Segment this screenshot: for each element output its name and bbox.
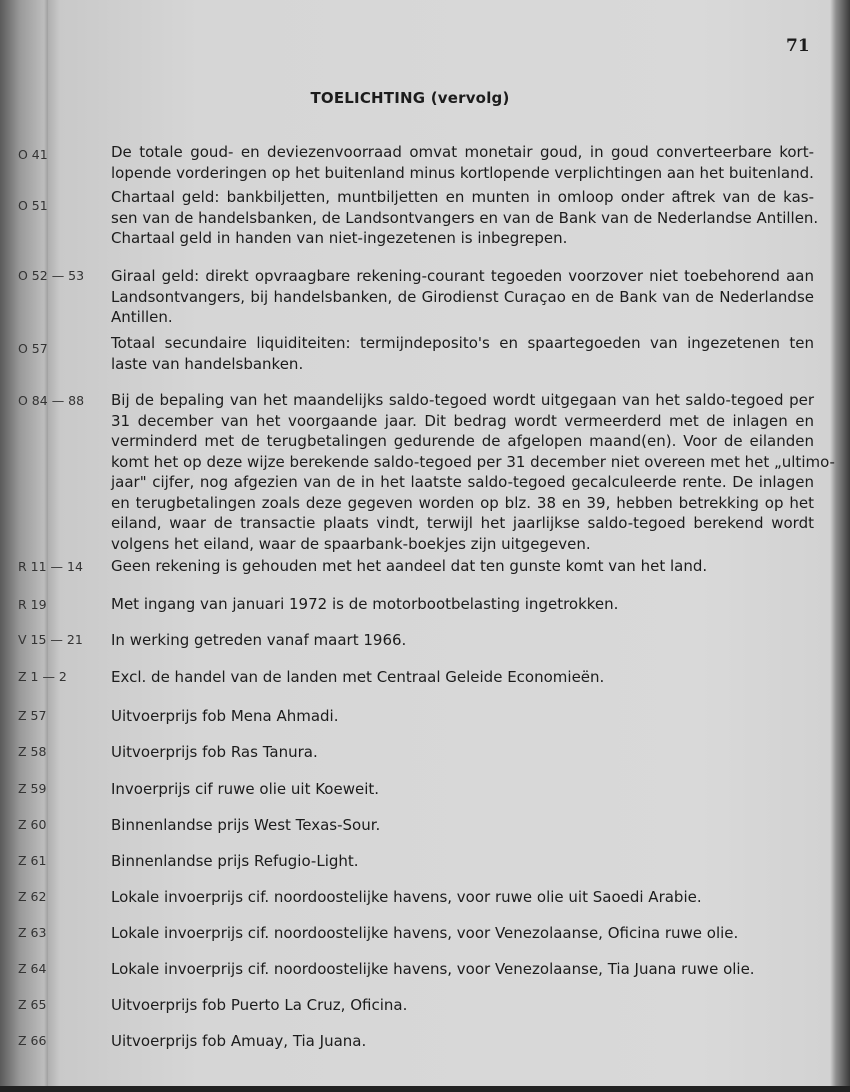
note-line: Giraal geld: direkt opvraagbare rekening-courant tegoeden voorzover niet toebehorend aan bbox=[111, 267, 814, 285]
reference-code: O 41 bbox=[18, 147, 48, 162]
note-line: Geen rekening is gehouden met het aandeel dat ten gunste komt van het land. bbox=[111, 557, 708, 575]
reference-code: O 51 bbox=[18, 198, 48, 213]
reference-code: Z 63 bbox=[18, 925, 47, 940]
note-paragraph bbox=[111, 594, 814, 615]
note-line: Totaal secundaire liquiditeiten: termijndeposito's en spaartegoeden van ingezetenen ten bbox=[111, 334, 814, 352]
note-paragraph bbox=[111, 390, 835, 554]
note-paragraph bbox=[111, 630, 814, 651]
note-paragraph bbox=[111, 333, 814, 374]
reference-code: R 11 — 14 bbox=[18, 559, 83, 574]
note-paragraph bbox=[111, 187, 819, 249]
note-paragraph bbox=[111, 851, 814, 872]
page-title: TOELICHTING (vervolg) bbox=[310, 89, 510, 107]
reference-code: Z 60 bbox=[18, 817, 47, 832]
reference-code: Z 1 — 2 bbox=[18, 669, 67, 684]
reference-code: Z 62 bbox=[18, 889, 47, 904]
note-line: Invoerprijs cif ruwe olie uit Koeweit. bbox=[111, 780, 380, 798]
note-paragraph bbox=[111, 923, 814, 944]
reference-code: R 19 bbox=[18, 597, 47, 612]
note-line: Met ingang van januari 1972 is de motorbootbelasting ingetrokken. bbox=[111, 595, 619, 613]
reference-code: Z 58 bbox=[18, 744, 47, 759]
page-edge bbox=[0, 1086, 850, 1092]
note-paragraph bbox=[111, 142, 814, 183]
note-paragraph bbox=[111, 1031, 814, 1052]
note-line: Lokale invoerprijs cif. noordoostelijke havens, voor Venezolaanse, Oficina ruwe olie. bbox=[111, 924, 739, 942]
note-paragraph bbox=[111, 742, 814, 763]
note-line: De totale goud- en deviezenvoorraad omvat monetair goud, in goud converteerbare kort- bbox=[111, 143, 814, 161]
reference-code: O 57 bbox=[18, 341, 48, 356]
note-paragraph bbox=[111, 887, 814, 908]
note-paragraph bbox=[111, 815, 814, 836]
note-line: volgens het eiland, waar de spaarbank-boekjes zijn uitgegeven. bbox=[111, 534, 591, 553]
note-line: laste van handelsbanken. bbox=[111, 354, 304, 373]
note-line: Binnenlandse prijs Refugio-Light. bbox=[111, 852, 359, 870]
note-line: Uitvoerprijs fob Mena Ahmadi. bbox=[111, 707, 339, 725]
note-line: Lokale invoerprijs cif. noordoostelijke havens, voor ruwe olie uit Saoedi Arabie. bbox=[111, 888, 702, 906]
reference-code: Z 59 bbox=[18, 781, 47, 796]
note-line: Antillen. bbox=[111, 308, 173, 326]
note-line: Uitvoerprijs fob Ras Tanura. bbox=[111, 743, 318, 761]
note-line: 31 december van het voorgaande jaar. Dit bedrag wordt vermeerderd met de inlagen en bbox=[111, 411, 814, 430]
note-line: sen van de handelsbanken, de Landsontvangers en van de Bank van de Nederlandse Antillen. bbox=[111, 208, 819, 227]
note-line: Lokale invoerprijs cif. noordoostelijke havens, voor Venezolaanse, Tia Juana ruwe olie. bbox=[111, 960, 755, 978]
note-line: eiland, waar de transactie plaats vindt, terwijl het jaarlijkse saldo-tegoed berekend wordt bbox=[111, 514, 814, 532]
note-line: Bij de bepaling van het maandelijks saldo-tegoed wordt uitgegaan van het saldo-tegoed per bbox=[111, 391, 814, 409]
note-line: Binnenlandse prijs West Texas-Sour. bbox=[111, 816, 381, 834]
note-paragraph bbox=[111, 779, 814, 800]
note-paragraph bbox=[111, 995, 814, 1016]
reference-code: V 15 — 21 bbox=[18, 632, 83, 647]
reference-code: Z 61 bbox=[18, 853, 47, 868]
note-paragraph bbox=[111, 706, 814, 727]
note-line: jaar" cijfer, nog afgezien van de in het laatste saldo-tegoed gecalculeerde rente. De inlagen bbox=[111, 473, 814, 491]
reference-code: O 52 — 53 bbox=[18, 268, 85, 283]
note-paragraph bbox=[111, 266, 814, 328]
note-line: In werking getreden vanaf maart 1966. bbox=[111, 631, 407, 649]
note-line: Uitvoerprijs fob Puerto La Cruz, Oficina. bbox=[111, 996, 408, 1014]
note-line: komt het op deze wijze berekende saldo-tegoed per 31 december niet overeen met het „ultimo- bbox=[111, 452, 835, 471]
reference-code: Z 57 bbox=[18, 708, 47, 723]
note-line: lopende vorderingen op het buitenland minus kortlopende verplichtingen aan het buitenland. bbox=[111, 163, 814, 182]
note-line: Excl. de handel van de landen met Centraal Geleide Economieën. bbox=[111, 668, 605, 686]
reference-code: Z 65 bbox=[18, 997, 47, 1012]
page-number: 71 bbox=[786, 36, 810, 56]
note-paragraph bbox=[111, 667, 814, 688]
reference-code: O 84 — 88 bbox=[18, 393, 85, 408]
note-line: Uitvoerprijs fob Amuay, Tia Juana. bbox=[111, 1032, 367, 1050]
reference-code: Z 66 bbox=[18, 1033, 47, 1048]
reference-code: Z 64 bbox=[18, 961, 47, 976]
note-line: verminderd met de terugbetalingen gedurende de afgelopen maand(en). Voor de eilanden bbox=[111, 432, 814, 450]
note-line: Landsontvangers, bij handelsbanken, de Girodienst Curaçao en de Bank van de Nederlandse bbox=[111, 287, 814, 306]
note-paragraph bbox=[111, 556, 814, 577]
note-paragraph bbox=[111, 959, 814, 980]
note-line: Chartaal geld in handen van niet-ingezetenen is inbegrepen. bbox=[111, 229, 568, 247]
note-line: Chartaal geld: bankbiljetten, muntbiljetten en munten in omloop onder aftrek van de kas- bbox=[111, 188, 814, 206]
note-line: en terugbetalingen zoals deze gegeven worden op blz. 38 en 39, hebben betrekking op het bbox=[111, 493, 814, 512]
